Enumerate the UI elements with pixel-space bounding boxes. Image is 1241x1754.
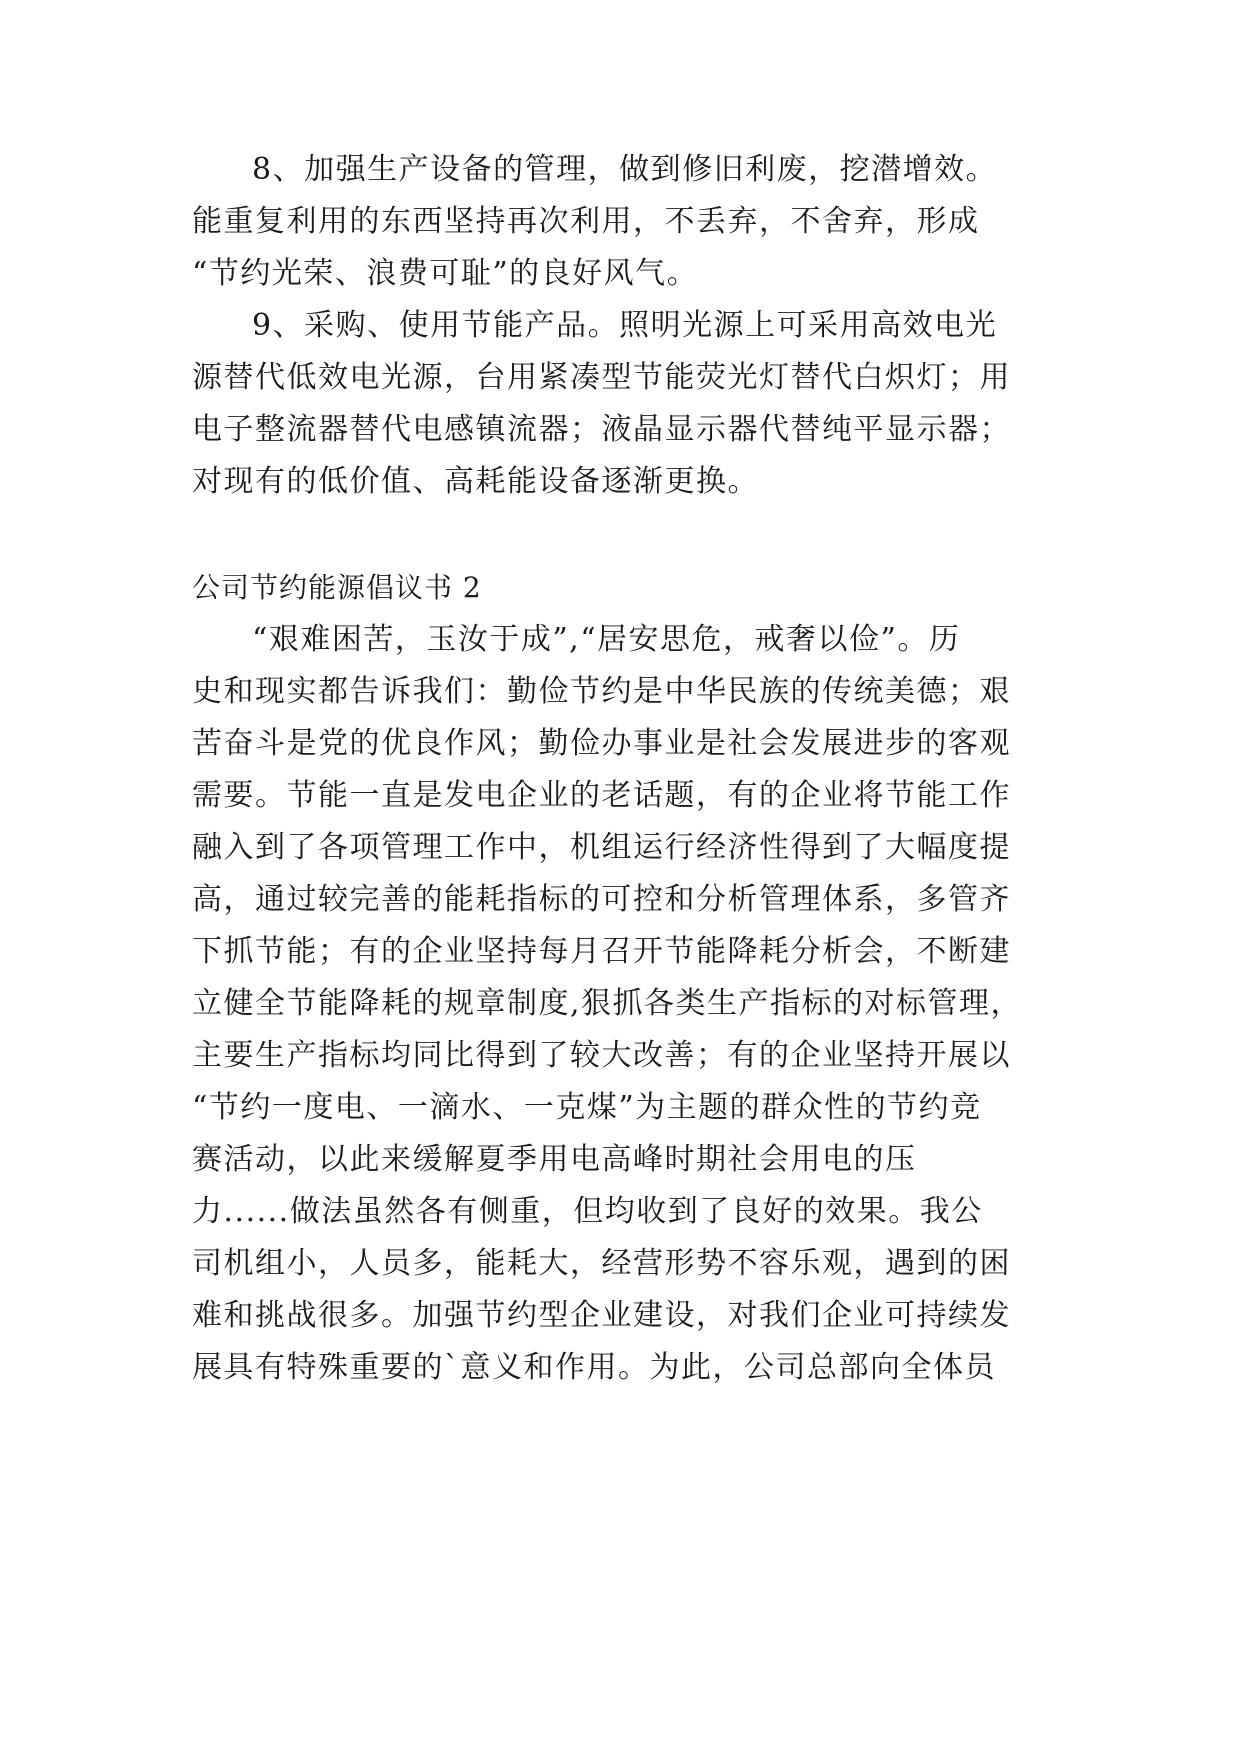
paragraph-line: “节约光荣、浪费可耻”的良好风气。 [192, 256, 699, 291]
paragraph-line: 司机组小，人员多，能耗大，经营形势不容乐观，遇到的困 [192, 1246, 1011, 1281]
paragraph-line: 力......做法虽然各有侧重，但均收到了良好的效果。我公 [192, 1194, 983, 1229]
paragraph-line: 难和挑战很多。加强节约型企业建设，对我们企业可持续发 [192, 1298, 1011, 1333]
paragraph-line: “节约一度电、一滴水、一克煤”为主题的群众性的节约竞 [192, 1090, 982, 1125]
paragraph-line: 高，通过较完善的能耗指标的可控和分析管理体系，多管齐 [192, 882, 1011, 917]
paragraph-line: 源替代低效电光源，台用紧凑型节能荧光灯替代白炽灯；用 [192, 360, 1011, 395]
paragraph-line: 下抓节能；有的企业坚持每月召开节能降耗分析会，不断建 [192, 934, 1011, 969]
paragraph-line: 融入到了各项管理工作中，机组运行经济性得到了大幅度提 [192, 830, 1011, 865]
paragraph-line: 史和现实都告诉我们：勤俭节约是中华民族的传统美德；艰 [192, 674, 1011, 709]
section-heading: 公司节约能源倡议书 2 [192, 571, 482, 604]
paragraph-line: 立健全节能降耗的规章制度,狠抓各类生产指标的对标管理， [192, 986, 1023, 1021]
paragraph-line: 电子整流器替代电感镇流器；液晶显示器代替纯平显示器； [192, 412, 1011, 447]
paragraph-line: 赛活动，以此来缓解夏季用电高峰时期社会用电的压 [192, 1142, 917, 1177]
paragraph-line: 能重复利用的东西坚持再次利用，不丢弃，不舍弃，形成 [192, 204, 980, 239]
paragraph-line: “艰难困苦，玉汝于成”,“居安思危，戒奢以俭”。历 [252, 622, 961, 657]
paragraph-line: 8、加强生产设备的管理，做到修旧利废，挖潜增效。 [252, 152, 998, 187]
paragraph-line: 9、采购、使用节能产品。照明光源上可采用高效电光 [252, 308, 998, 343]
paragraph-line: 主要生产指标均同比得到了较大改善；有的企业坚持开展以 [192, 1038, 1011, 1073]
paragraph-line: 展具有特殊重要的`意义和作用。为此，公司总部向全体员 [192, 1350, 996, 1385]
paragraph-line: 对现有的低价值、高耗能设备逐渐更换。 [192, 464, 759, 499]
paragraph-line: 苦奋斗是党的优良作风；勤俭办事业是社会发展进步的客观 [192, 726, 1011, 761]
paragraph-line: 需要。节能一直是发电企业的老话题，有的企业将节能工作 [192, 778, 1011, 813]
